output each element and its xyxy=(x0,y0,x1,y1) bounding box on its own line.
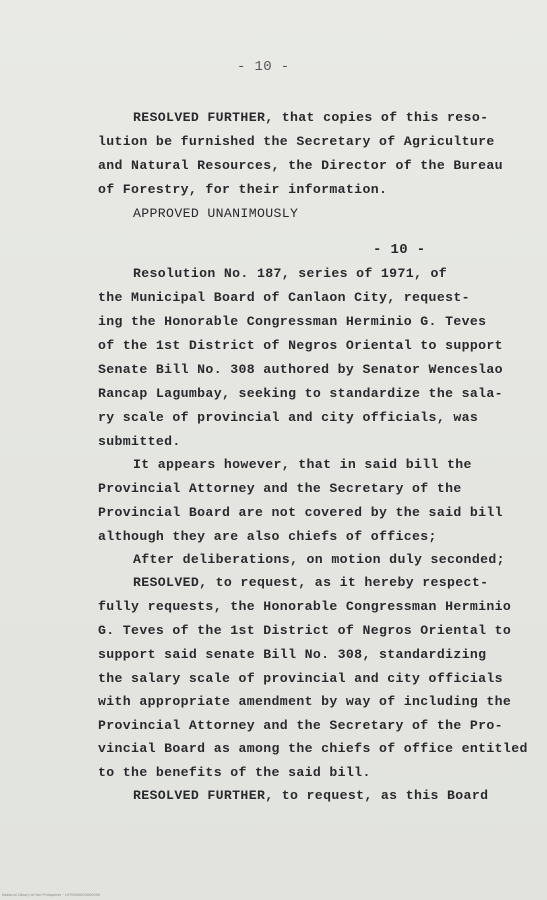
paragraph2-line6: Rancap Lagumbay, seeking to standardize the sala- xyxy=(98,386,503,401)
paragraph3-line3: Provincial Board are not covered by the said bill xyxy=(98,505,503,520)
paragraph1-line2: lution be furnished the Secretary of Agriculture xyxy=(98,134,495,149)
paragraph4-line1: After deliberations, on motion duly seconded; xyxy=(133,552,505,567)
paragraph2-line5: Senate Bill No. 308 authored by Senator Wenceslao xyxy=(98,362,503,377)
paragraph5-line3: G. Teves of the 1st District of Negros Oriental to xyxy=(98,623,512,638)
paragraph2-line3: ing the Honorable Congressman Herminio G. Teves xyxy=(98,314,487,329)
paragraph5-line9: to the benefits of the said bill. xyxy=(98,765,371,780)
paragraph1-line4: of Forestry, for their information. xyxy=(98,182,388,197)
paragraph5-line8: vincial Board as among the chiefs of office entitled xyxy=(98,741,528,756)
paragraph3-line4: although they are also chiefs of offices; xyxy=(98,529,437,544)
page-number-top: - 10 - xyxy=(237,59,290,75)
paragraph2-line4: of the 1st District of Negros Oriental to support xyxy=(98,338,503,353)
paragraph3-line2: Provincial Attorney and the Secretary of the xyxy=(98,481,462,496)
scan-footer: National Library of the Philippines · 1970000000000000 xyxy=(2,893,101,897)
paragraph2-line7: ry scale of provincial and city officials, was xyxy=(98,410,479,425)
paragraph2-line1: Resolution No. 187, series of 1971, of xyxy=(133,266,448,281)
paragraph5-line6: with appropriate amendment by way of including the xyxy=(98,694,512,709)
paragraph2-line2: the Municipal Board of Canlaon City, request- xyxy=(98,290,470,305)
approved-unanimously: APPROVED UNANIMOUSLY xyxy=(133,206,299,221)
paragraph5-line7: Provincial Attorney and the Secretary of the Pro- xyxy=(98,718,503,733)
section-number: - 10 - xyxy=(373,242,426,258)
paragraph6-line1: RESOLVED FURTHER, to request, as this Board xyxy=(133,788,489,803)
paragraph3-line1: It appears however, that in said bill the xyxy=(133,457,472,472)
paragraph2-line8: submitted. xyxy=(98,434,181,449)
paragraph5-line1: RESOLVED, to request, as it hereby respect- xyxy=(133,575,489,590)
paragraph5-line4: support said senate Bill No. 308, standardizing xyxy=(98,647,487,662)
paragraph1-line1: RESOLVED FURTHER, that copies of this reso- xyxy=(133,110,489,125)
paragraph5-line5: the salary scale of provincial and city officials xyxy=(98,671,503,686)
paragraph1-line3: and Natural Resources, the Director of the Bureau xyxy=(98,158,503,173)
paragraph5-line2: fully requests, the Honorable Congressman Herminio xyxy=(98,599,512,614)
